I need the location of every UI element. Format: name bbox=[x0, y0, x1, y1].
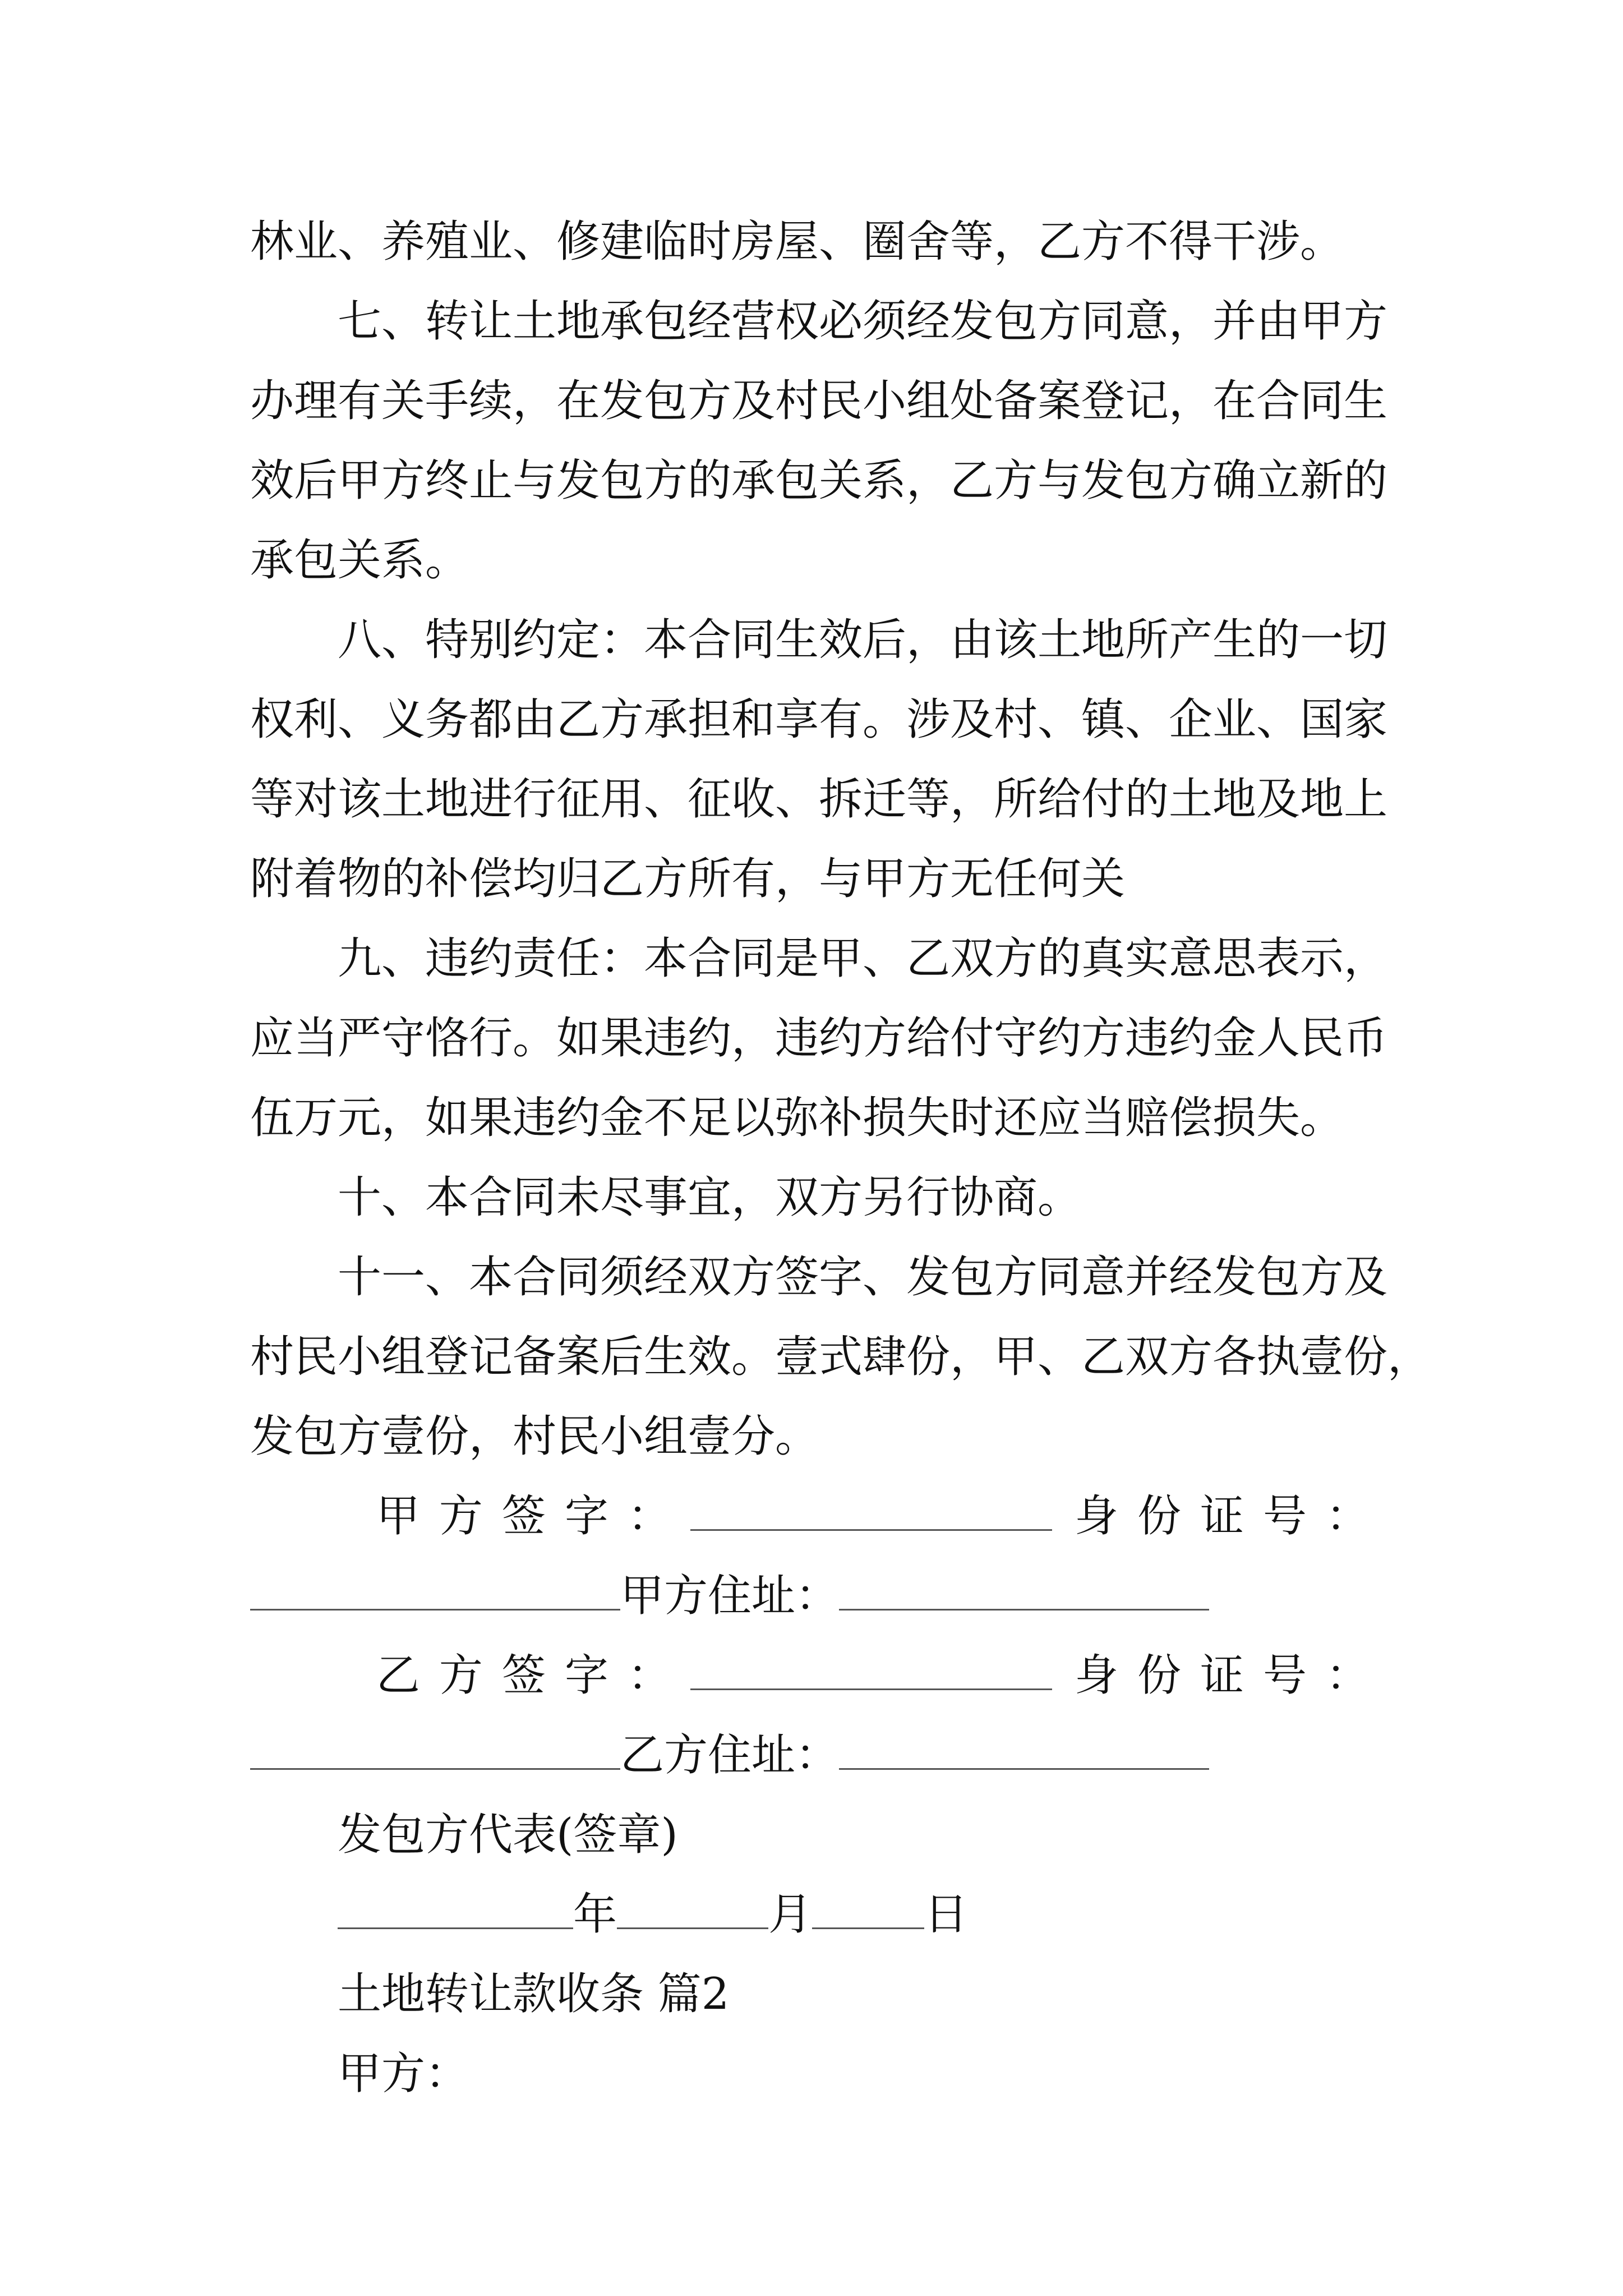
paragraph-line: 等对该土地进行征用、征收、拆迁等，所给付的土地及地上 bbox=[250, 774, 1388, 825]
party-b-id-label: 身份证号： bbox=[1074, 1650, 1389, 1701]
paragraph-line: 八、特别约定：本合同生效后，由该土地所产生的一切 bbox=[338, 615, 1388, 665]
date-day-label: 日 bbox=[924, 1889, 969, 1940]
party-a-label: 甲方： bbox=[338, 2049, 469, 2099]
party-a-id-blank[interactable] bbox=[250, 1575, 620, 1611]
paragraph-line: 权利、义务都由乙方承担和享有。涉及村、镇、企业、国家 bbox=[250, 694, 1388, 745]
paragraph-line: 九、违约责任：本合同是甲、乙双方的真实意思表示， bbox=[338, 933, 1388, 984]
party-a-address-label: 甲方住址： bbox=[620, 1571, 840, 1621]
issuer-representative-label: 发包方代表(签章) bbox=[338, 1810, 678, 1860]
party-b-signature-row bbox=[250, 1636, 1389, 1715]
section-title: 土地转让款收条 篇2 bbox=[338, 1969, 730, 2019]
paragraph-line: 十、本合同未尽事宜，双方另行协商。 bbox=[338, 1172, 1082, 1223]
paragraph-line: 效后甲方终止与发包方的承包关系，乙方与发包方确立新的 bbox=[250, 455, 1388, 506]
party-a-signature-row bbox=[250, 1476, 1389, 1556]
date-month-label: 月 bbox=[768, 1889, 813, 1940]
party-a-sign-label: 甲方签字： bbox=[376, 1491, 690, 1542]
document-page bbox=[250, 202, 1432, 2114]
party-a-address-blank[interactable] bbox=[839, 1575, 1209, 1611]
paragraph-line: 发包方壹份，村民小组壹分。 bbox=[250, 1411, 819, 1462]
party-b-address-blank[interactable] bbox=[839, 1734, 1209, 1770]
paragraph-line: 应当严守恪行。如果违约，违约方给付守约方违约金人民币 bbox=[250, 1013, 1388, 1064]
paragraph-line: 办理有关手续，在发包方及村民小组处备案登记，在合同生 bbox=[250, 376, 1388, 426]
date-row bbox=[250, 1875, 1389, 1954]
party-b-sign-blank[interactable] bbox=[690, 1655, 1052, 1690]
party-a-address-row bbox=[250, 1556, 1389, 1636]
date-year-label: 年 bbox=[573, 1889, 617, 1940]
party-b-address-label: 乙方住址： bbox=[620, 1730, 840, 1780]
party-b-id-blank[interactable] bbox=[250, 1734, 620, 1770]
paragraph-line: 伍万元，如果违约金不足以弥补损失时还应当赔偿损失。 bbox=[250, 1093, 1344, 1143]
date-year-blank[interactable] bbox=[338, 1894, 573, 1929]
party-a-id-label: 身份证号： bbox=[1074, 1491, 1389, 1542]
date-month-blank[interactable] bbox=[617, 1894, 768, 1929]
paragraph-line: 附着物的补偿均归乙方所有，与甲方无任何关 bbox=[250, 854, 1126, 904]
party-a-sign-blank[interactable] bbox=[690, 1496, 1052, 1531]
paragraph-line: 承包关系。 bbox=[250, 535, 469, 586]
paragraph-line: 村民小组登记备案后生效。壹式肆份，甲、乙双方各执壹份， bbox=[250, 1332, 1432, 1382]
paragraph-line: 林业、养殖业、修建临时房屋、圈舍等，乙方不得干涉。 bbox=[250, 217, 1344, 267]
party-b-address-row bbox=[250, 1715, 1389, 1795]
paragraph-line: 七、转让土地承包经营权必须经发包方同意，并由甲方 bbox=[338, 296, 1388, 347]
date-day-blank[interactable] bbox=[812, 1894, 924, 1929]
party-b-sign-label: 乙方签字： bbox=[376, 1650, 690, 1701]
paragraph-line: 十一、本合同须经双方签字、发包方同意并经发包方及 bbox=[338, 1252, 1388, 1303]
